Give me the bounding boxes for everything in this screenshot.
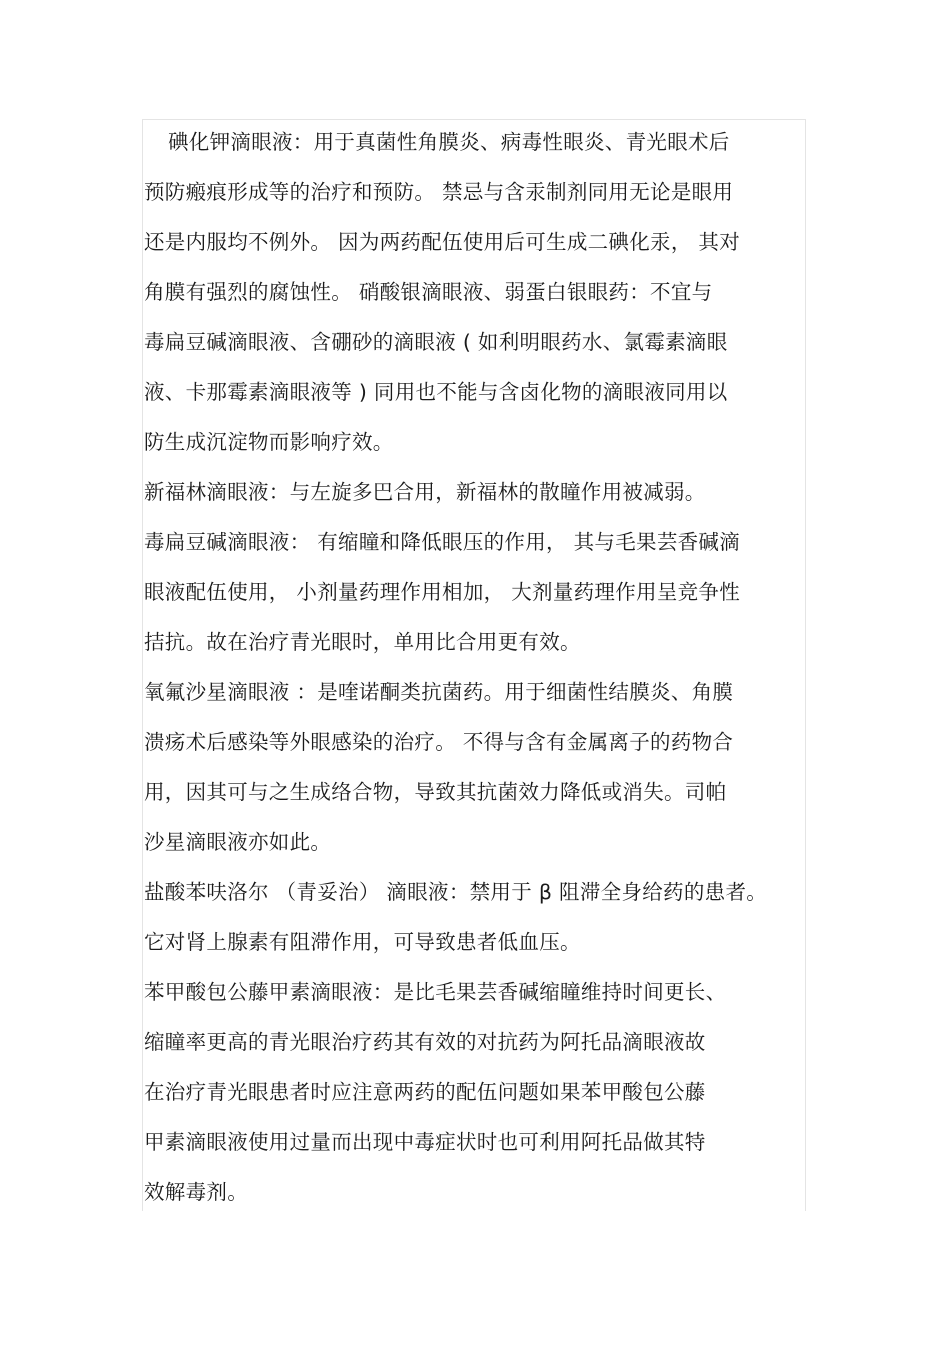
paragraph-line: 盐酸苯呋洛尔 （青妥治） 滴眼液：禁用于 β 阻滞全身给药的患者。 xyxy=(144,880,768,904)
paragraph-line: 眼液配伍使用， 小剂量药理作用相加， 大剂量药理作用呈竞争性 xyxy=(144,580,741,604)
paragraph-line: 拮抗。故在治疗青光眼时，单用比合用更有效。 xyxy=(144,630,581,654)
paragraph-line: 毒扁豆碱滴眼液、含硼砂的滴眼液 ( 如利明眼药水、氯霉素滴眼 xyxy=(144,330,728,354)
paragraph-line: 效解毒剂。 xyxy=(144,1180,248,1204)
paragraph-line: 液、卡那霉素滴眼液等 ) 同用也不能与含卤化物的滴眼液同用以 xyxy=(144,380,728,404)
paragraph-line: 预防瘢痕形成等的治疗和预防。 禁忌与含汞制剂同用无论是眼用 xyxy=(144,180,734,204)
paragraph-line: 还是内服均不例外。 因为两药配伍使用后可生成二碘化汞， 其对 xyxy=(144,230,741,254)
paragraph-line: 溃疡术后感染等外眼感染的治疗。 不得与含有金属离子的药物合 xyxy=(144,730,734,754)
paragraph-line: 缩瞳率更高的青光眼治疗药其有效的对抗药为阿托品滴眼液故 xyxy=(144,1030,706,1054)
paragraph-line: 它对肾上腺素有阻滞作用，可导致患者低血压。 xyxy=(144,930,581,954)
paragraph-line: 防生成沉淀物而影响疗效。 xyxy=(144,430,394,454)
paragraph-line: 甲素滴眼液使用过量而出现中毒症状时也可利用阿托品做其特 xyxy=(144,1130,706,1154)
paragraph-line: 新福林滴眼液：与左旋多巴合用，新福林的散瞳作用被减弱。 xyxy=(144,480,706,504)
paragraph-line: 苯甲酸包公藤甲素滴眼液：是比毛果芸香碱缩瞳维持时间更长、 xyxy=(144,980,727,1004)
paragraph-line: 氧氟沙星滴眼液 ：是喹诺酮类抗菌药。用于细菌性结膜炎、角膜 xyxy=(144,680,734,704)
paragraph-line: 用，因其可与之生成络合物，导致其抗菌效力降低或消失。司帕 xyxy=(144,780,727,804)
paragraph-line: 毒扁豆碱滴眼液： 有缩瞳和降低眼压的作用， 其与毛果芸香碱滴 xyxy=(144,530,741,554)
paragraph-line: 沙星滴眼液亦如此。 xyxy=(144,830,332,854)
paragraph-line: 角膜有强烈的腐蚀性。 硝酸银滴眼液、弱蛋白银眼药：不宜与 xyxy=(144,280,713,304)
paragraph-line: 碘化钾滴眼液：用于真菌性角膜炎、病毒性眼炎、青光眼术后 xyxy=(168,130,730,154)
paragraph-line: 在治疗青光眼患者时应注意两药的配伍问题如果苯甲酸包公藤 xyxy=(144,1080,706,1104)
